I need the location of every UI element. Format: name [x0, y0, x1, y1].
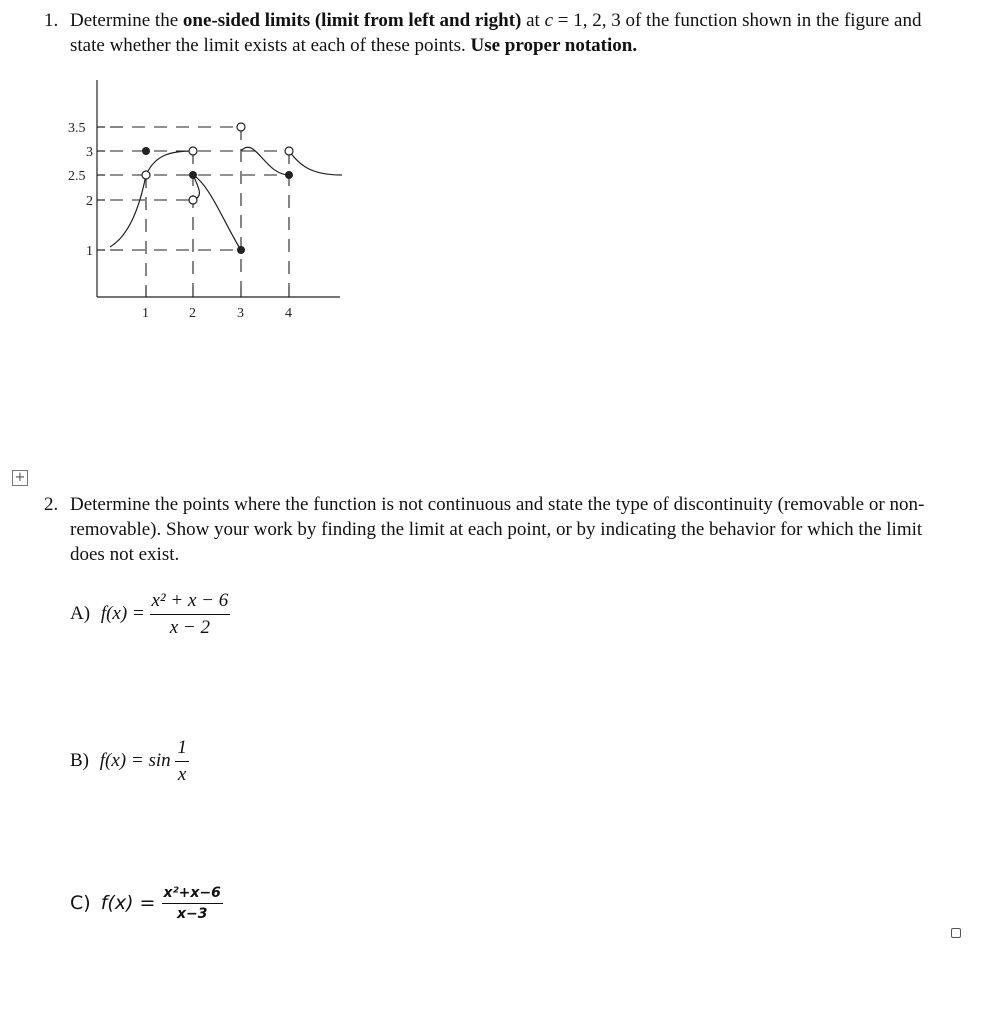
open-point	[189, 196, 197, 204]
part-c	[70, 885, 223, 922]
x-tick-label: 2	[189, 306, 196, 321]
part-b-fraction	[175, 737, 189, 786]
part-c-lhs: f(x) =	[100, 892, 156, 914]
part-c-label: C)	[70, 892, 91, 914]
open-point	[285, 147, 293, 155]
closed-point	[237, 246, 245, 254]
part-c-denominator: x−3	[176, 906, 208, 922]
curve-left	[110, 175, 146, 247]
move-handle-icon[interactable]: +	[12, 470, 28, 486]
open-point	[189, 147, 197, 155]
y-tick-label: 2	[86, 194, 93, 209]
part-a-numerator: x² + x − 6	[150, 590, 231, 615]
y-tick-label: 3	[86, 145, 93, 160]
checkbox-icon[interactable]	[951, 928, 961, 938]
closed-point	[285, 171, 293, 179]
problem-2-text: Determine the points where the function is not continuous and state the type of discontinuity (removable or non-removable). Show your work by finding the limit at each point, or by indicating the behavior for which the limit does not exist.	[70, 494, 925, 565]
problem-1-number: 1.	[44, 10, 59, 31]
curve-right	[289, 151, 342, 175]
y-tick-label: 2.5	[68, 169, 86, 184]
part-b-denominator: x	[177, 764, 187, 785]
open-point	[237, 123, 245, 131]
x-tick-label: 3	[237, 306, 244, 321]
problem-2-number: 2.	[44, 494, 59, 515]
part-a	[70, 590, 230, 639]
part-a-fraction	[150, 590, 231, 639]
part-b-numerator: 1	[175, 737, 189, 762]
part-a-label: A)	[70, 602, 91, 624]
curve-arc	[146, 151, 193, 175]
x-tick-label: 1	[142, 306, 149, 321]
y-tick-label: 3.5	[68, 121, 86, 136]
curve-dip	[193, 175, 241, 250]
closed-point	[142, 147, 150, 155]
open-point	[142, 171, 150, 179]
part-b-lhs: f(x) = sin	[99, 749, 171, 771]
part-b	[70, 737, 189, 786]
function-graph	[60, 75, 360, 335]
part-b-label: B)	[70, 749, 89, 771]
part-c-numerator: x²+x−6	[162, 885, 223, 904]
x-tick-label: 4	[285, 306, 292, 321]
part-c-fraction	[162, 885, 223, 922]
problem-1-text: Determine the one-sided limits (limit from left and right) at c = 1, 2, 3 of the function shown in the figure and state whether the limit exists at each of these points. Use proper notation.	[70, 10, 922, 56]
closed-point	[189, 171, 197, 179]
y-tick-label: 1	[86, 244, 93, 259]
part-a-lhs: f(x) =	[100, 602, 145, 624]
part-a-denominator: x − 2	[169, 617, 210, 638]
